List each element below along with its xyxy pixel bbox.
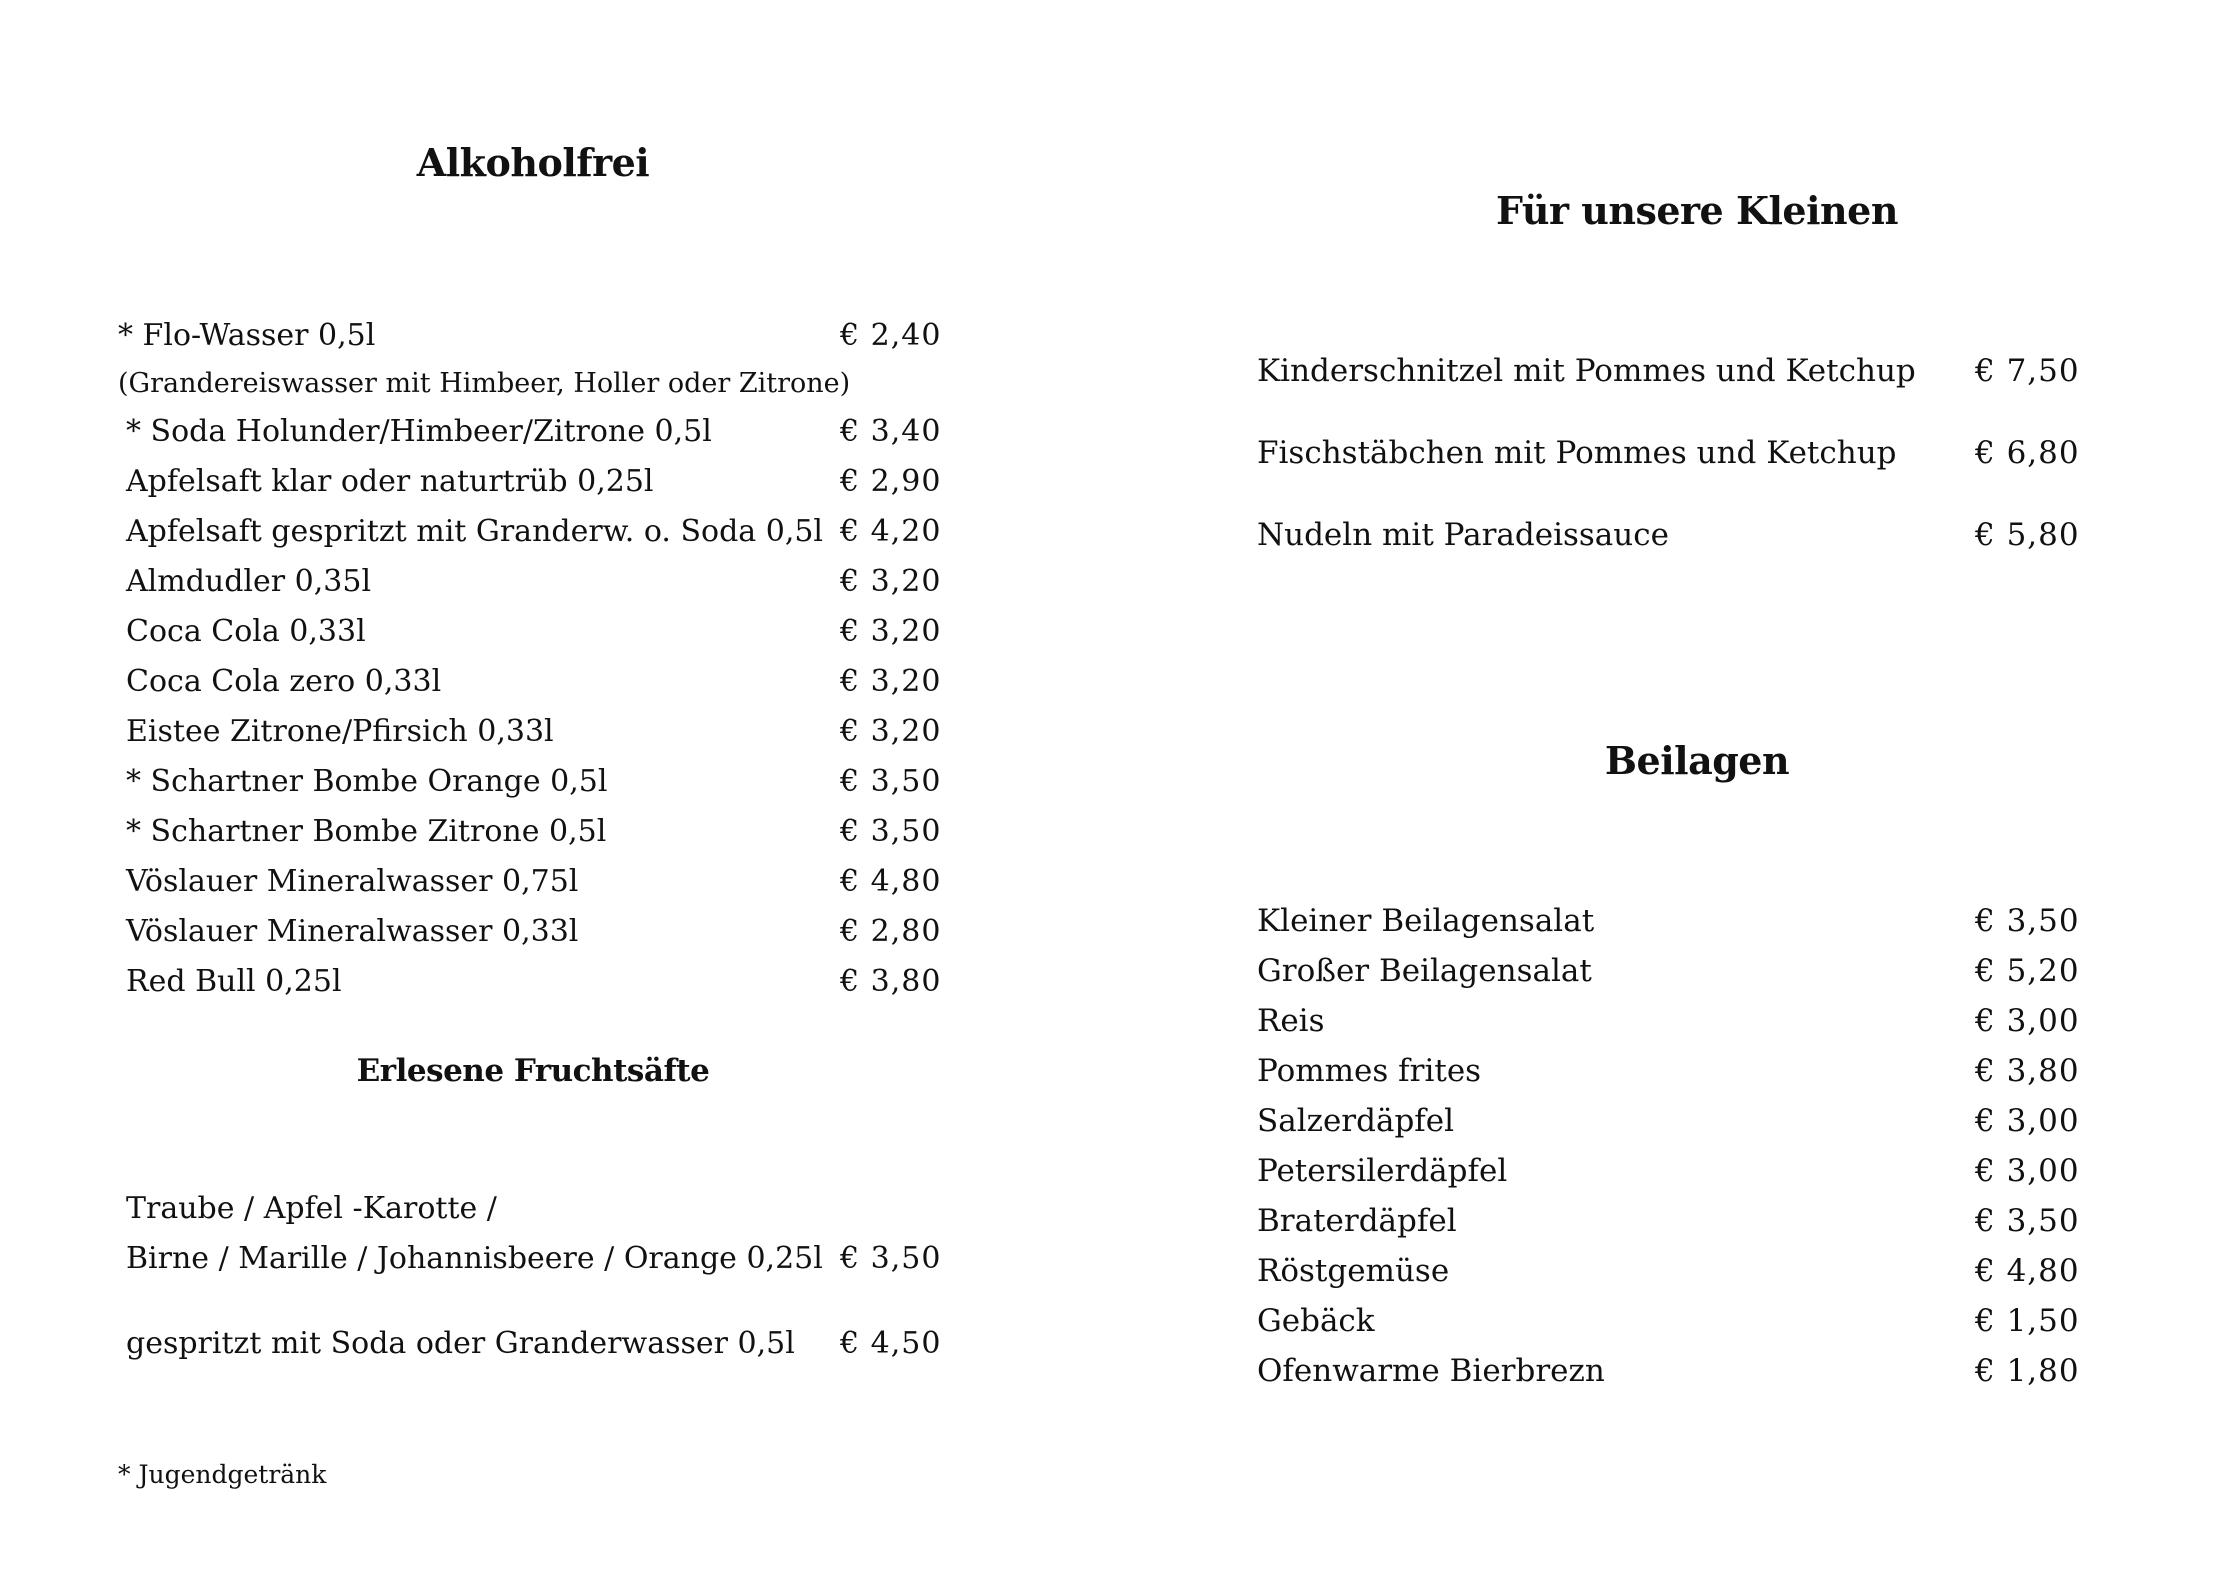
item-name: Ofenwarme Bierbrezn	[1257, 1353, 1605, 1389]
item-name: Apfelsaft gespritzt mit Granderw. o. Soda 0,5l	[126, 514, 824, 549]
menu-item	[118, 709, 942, 755]
menu-item	[1257, 1098, 2087, 1144]
menu-item	[1257, 1048, 2087, 1094]
menu-item	[1257, 1148, 2087, 1194]
section-heading-kids: Für unsere Kleinen	[1496, 188, 1898, 233]
section-heading-beilagen: Beilagen	[1604, 738, 1790, 783]
item-name: Nudeln mit Paradeissauce	[1257, 517, 1669, 553]
item-name: Gebäck	[1257, 1303, 1375, 1339]
item-name: Reis	[1257, 1003, 1325, 1039]
item-name: Fischstäbchen mit Pommes und Ketchup	[1257, 435, 1897, 471]
item-name: Coca Cola zero 0,33l	[126, 664, 442, 699]
item-price: € 4,20	[840, 514, 942, 549]
item-name: Birne / Marille / Johannisbeere / Orange 0,25l	[126, 1241, 823, 1276]
item-name: Vöslauer Mineralwasser 0,33l	[126, 914, 579, 949]
item-name: Red Bull 0,25l	[126, 964, 342, 999]
menu-item	[118, 859, 942, 905]
item-price: € 3,40	[840, 414, 942, 449]
item-price: € 3,50	[1975, 903, 2080, 939]
item-name: Almdudler 0,35l	[126, 564, 372, 599]
footnote-youth-drink: * Jugendgetränk	[118, 1460, 327, 1489]
item-price: € 3,00	[1975, 1103, 2080, 1139]
item-price: € 1,80	[1975, 1353, 2080, 1389]
menu-item	[118, 659, 942, 705]
item-price: € 7,50	[1975, 353, 2080, 389]
item-price: € 3,80	[840, 964, 942, 999]
menu-item	[118, 1186, 938, 1232]
menu-item	[118, 509, 942, 555]
item-name: gespritzt mit Soda oder Granderwasser 0,5l	[126, 1326, 795, 1361]
menu-item-note	[118, 361, 938, 407]
menu-item	[118, 1236, 942, 1282]
menu-item	[118, 409, 942, 455]
item-name: Pommes frites	[1257, 1053, 1482, 1089]
item-price: € 4,50	[840, 1326, 942, 1361]
menu-item	[1257, 430, 2087, 476]
item-price: € 3,20	[840, 564, 942, 599]
menu-item	[1257, 512, 2087, 558]
menu-item	[1257, 998, 2087, 1044]
item-price: € 4,80	[840, 864, 942, 899]
item-name: Coca Cola 0,33l	[126, 614, 366, 649]
item-name: Petersilerdäpfel	[1257, 1153, 1508, 1189]
item-name: * Flo-Wasser 0,5l	[118, 318, 376, 353]
item-price: € 3,00	[1975, 1003, 2080, 1039]
menu-item	[118, 909, 942, 955]
item-name: Vöslauer Mineralwasser 0,75l	[126, 864, 579, 899]
item-name: Eistee Zitrone/Pfirsich 0,33l	[126, 714, 554, 749]
item-price: € 5,80	[1975, 517, 2080, 553]
right-column	[1257, 0, 2087, 1571]
item-price: € 1,50	[1975, 1303, 2080, 1339]
item-price: € 3,20	[840, 714, 942, 749]
item-note-text: (Grandereiswasser mit Himbeer, Holler oder Zitrone)	[118, 368, 851, 399]
item-price: € 6,80	[1975, 435, 2080, 471]
menu-item	[1257, 1248, 2087, 1294]
menu-item	[1257, 1198, 2087, 1244]
menu-item	[1257, 898, 2087, 944]
menu-item	[1257, 948, 2087, 994]
menu-item	[118, 609, 942, 655]
menu-item	[1257, 1348, 2087, 1394]
item-price: € 2,40	[840, 318, 942, 353]
menu-item	[118, 313, 942, 359]
item-price: € 3,20	[840, 664, 942, 699]
item-name: Kinderschnitzel mit Pommes und Ketchup	[1257, 353, 1916, 389]
section-heading-fruchtsaefte: Erlesene Fruchtsäfte	[356, 1053, 710, 1089]
item-price: € 3,50	[840, 814, 942, 849]
item-price: € 2,80	[840, 914, 942, 949]
item-name: Apfelsaft klar oder naturtrüb 0,25l	[126, 464, 654, 499]
menu-item	[118, 759, 942, 805]
item-price: € 3,00	[1975, 1153, 2080, 1189]
item-name: * Schartner Bombe Orange 0,5l	[126, 764, 608, 799]
item-name: Großer Beilagensalat	[1257, 953, 1592, 989]
menu-item	[118, 459, 942, 505]
menu-item	[1257, 348, 2087, 394]
section-heading-alkoholfrei: Alkoholfrei	[416, 140, 650, 185]
menu-item	[118, 1321, 942, 1367]
menu-item	[118, 809, 942, 855]
menu-item	[118, 559, 942, 605]
item-name: Salzerdäpfel	[1257, 1103, 1455, 1139]
item-price: € 3,50	[840, 764, 942, 799]
item-price: € 2,90	[840, 464, 942, 499]
item-price: € 5,20	[1975, 953, 2080, 989]
item-name: Röstgemüse	[1257, 1253, 1450, 1289]
item-price: € 3,50	[1975, 1203, 2080, 1239]
item-name: * Schartner Bombe Zitrone 0,5l	[126, 814, 607, 849]
menu-item	[1257, 1298, 2087, 1344]
item-price: € 3,20	[840, 614, 942, 649]
item-price: € 4,80	[1975, 1253, 2080, 1289]
menu-item	[118, 959, 942, 1005]
item-name: Traube / Apfel -Karotte /	[126, 1191, 497, 1226]
item-name: Braterdäpfel	[1257, 1203, 1457, 1239]
item-price: € 3,80	[1975, 1053, 2080, 1089]
item-price: € 3,50	[840, 1241, 942, 1276]
left-column	[118, 0, 948, 1571]
item-name: * Soda Holunder/Himbeer/Zitrone 0,5l	[126, 414, 712, 449]
item-name: Kleiner Beilagensalat	[1257, 903, 1595, 939]
